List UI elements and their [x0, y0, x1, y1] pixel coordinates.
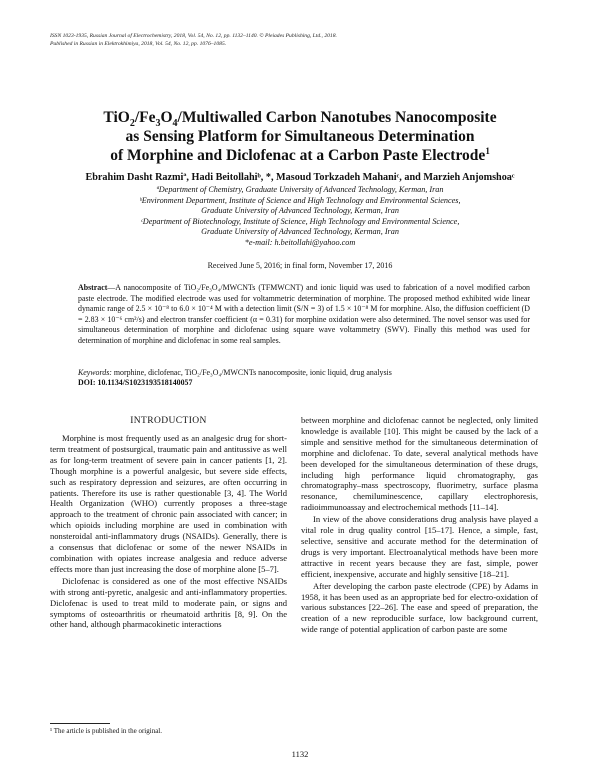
header-line-2: Published in Russian in Elektrokhimiya, 2018, Vol. 54, No. 12, pp. 1076–1085. — [50, 41, 227, 47]
keywords-text: morphine, diclofenac, TiO₂/Fe₃O₄/MWCNTs nanocomposite, ionic liquid, drug analysis — [113, 368, 392, 377]
affiliation-c-line2: Graduate University of Advanced Technology, Kerman, Iran — [201, 227, 399, 237]
right-column — [301, 415, 538, 635]
title-footnote-mark: 1 — [485, 145, 490, 156]
title-line-2: as Sensing Platform for Simultaneous Determination — [125, 128, 475, 145]
abstract — [78, 283, 530, 347]
paragraph: After developing the carbon paste electrode (CPE) by Adams in 1958, it has been used as an appropriate bed for electro-oxidation of various substances [22–26]. The ease and speed of preparation, the creation of a new reproducible surface, low background current, wide range of potential application of carbon paste are some — [301, 580, 538, 635]
header-line-1: ISSN 1023-1935, Russian Journal of Electrochemistry, 2018, Vol. 54, No. 12, pp. 1132–1140. © Pleiades Publishing, Ltd., 2018. — [50, 33, 337, 39]
abstract-text: —A nanocomposite of TiO₂/Fe₃O₄/MWCNTs (TFMWCNT) and ionic liquid was used to fabrication of a novel modified carbon paste electrode. The modified electrode was used for voltammetric determination of morphine. The proposed method exhibited wide linear dynamic range of 2.5 × 10⁻⁸ to 6.0 × 10⁻⁴ M with a detection limit (S/N = 3) of 1.5 × 10⁻⁸ M for morphine. Also, the diffusion coefficient (D = 2.83 × 10⁻⁶ cm²/s) and electron transfer coefficient (α = 0.31) for morphine oxidation were also determined. The novel sensor was used for simultaneous determination of morphine and diclofenac using square wave voltammetry (SWV). Finally this method was used for determination of morphine and diclofenac in some real samples. — [78, 283, 530, 345]
page-number: 1132 — [291, 749, 309, 759]
footnote-divider — [50, 723, 110, 724]
title-line-3 — [40, 146, 560, 165]
paragraph: Diclofenac is considered as one of the most effective NSAIDs with strong anti-pyretic, analgesic and anti-inflammatory properties. Diclofenac is used to treat mild to moderate pain, or signs and symptoms of osteoarthritis or rheumatoid arthritis [8, 9]. On the other hand, although pharmacokinetic interactions — [50, 575, 287, 630]
author-email: *e-mail: h.beitollahi@yahoo.com — [244, 237, 356, 247]
paper-title — [40, 108, 560, 165]
abstract-label: Abstract — [78, 283, 108, 292]
doi: DOI: 10.1134/S1023193518140057 — [78, 378, 193, 387]
title-line-3-text: of Morphine and Diclofenac at a Carbon Paste Electrode — [110, 147, 486, 164]
received-dates: Received June 5, 2016; in final form, November 17, 2016 — [207, 261, 393, 270]
title-line-1: $TiO_2/Fe_3O_4$/Multiwalled Carbon Nanotubes Nanocomposite — [103, 109, 497, 130]
authors: Ebrahim Dasht Razmiª, Hadi Beitollahiᵇ, *, Masoud Torkzadeh Mahaniᶜ, and Marzieh Anjomshoaᶜ — [85, 172, 515, 183]
affiliations — [40, 185, 560, 249]
running-header — [50, 32, 560, 48]
affiliation-a: ªDepartment of Chemistry, Graduate University of Advanced Technology, Kerman, Iran — [156, 185, 444, 194]
paragraph: between morphine and diclofenac cannot be neglected, only limited knowledge is available [10]. This might be caused by the lack of a simple and sensitive method for the simultaneous determination of morphine and diclofenac. To date, several analytical methods have been developed for the simultaneous determination of these drugs, including high performance liquid chromatography, gas chromatography–mass spectroscopy, fluorimetry, surface plasma resonance, chemiluminescence, capillary electrophoresis, radioimmunoassay and electrochemical methods [11–14]. — [301, 415, 538, 513]
affiliation-b-line2: Graduate University of Advanced Technology, Kerman, Iran — [201, 206, 399, 216]
affiliation-b-line1: ᵇEnvironment Department, Institute of Science and High Technology and Environmental Sciences, — [139, 195, 461, 205]
footnote: ¹ The article is published in the original. — [50, 727, 162, 735]
section-heading-introduction: INTRODUCTION — [130, 416, 207, 426]
affiliation-c-line1: ᶜDepartment of Biotechnology, Institute of Science, High Technology and Environmental Science, — [140, 216, 460, 226]
paragraph: In view of the above considerations drug analysis have played a vital role in drug quality control [15–17]. Hence, a simple, fast, selective, sensitive and accurate method for the determination of drugs is very important. Electroanalytical methods have been more attractive in recent years because they are fast, simple, power efficient, inexpensive, accurate and highly sensitive [18–21]. — [301, 514, 538, 579]
paragraph: Morphine is most frequently used as an analgesic drug for short-term treatment of postsurgical, traumatic pain and antitussive as well as for long-term treatment of severe pain in cancer patients [1, 2]. Though morphine is a powerful analgesic, but severe side effects, such as respiratory depression and seizures, are often occurring in patients. Therefore its use is rather questionable [3, 4]. The World Health Organization (WHO) currently proposes a three-stage approach to the treatment of chronic pain associated with cancer; in which opioids including morphine are used in combination with nonsteroidal anti-inflammatory drugs (NSAIDs). Generally, there is a consensus that diclofenac or some of the newer NSAIDs in combination with opiates increase analgesia and reduce adverse effects more than just increasing the dose of morphine alone [5–7]. — [50, 433, 287, 574]
left-column — [50, 433, 287, 630]
title-line-1-text: /Multiwalled Carbon Nanotubes Nanocomposite — [177, 109, 497, 126]
keywords-label: Keywords: — [78, 368, 112, 377]
keywords — [78, 367, 530, 378]
